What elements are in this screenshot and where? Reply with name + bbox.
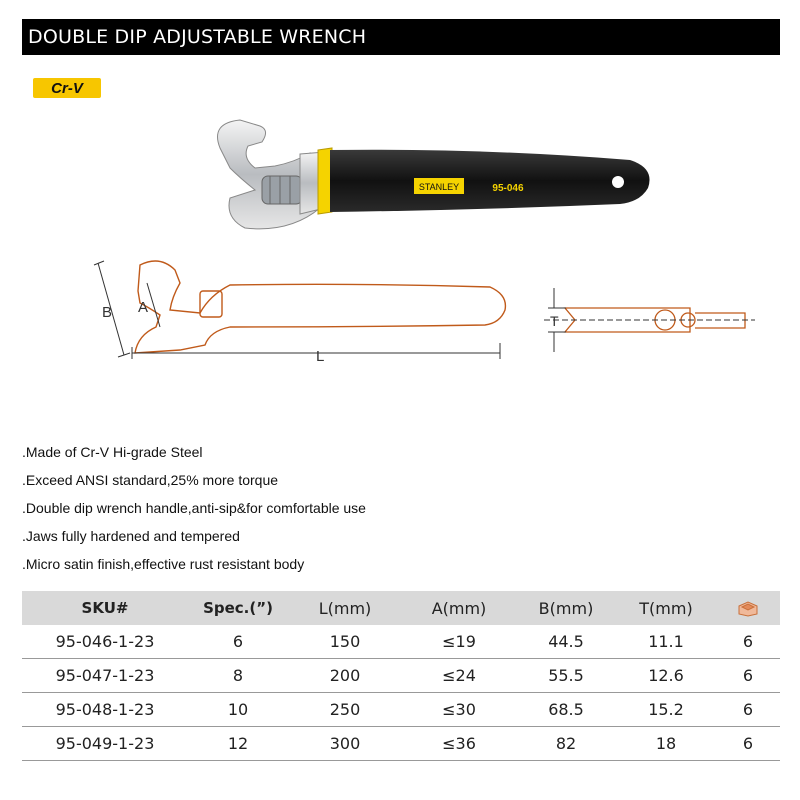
cell-qty: 6: [716, 625, 780, 659]
table-row: [22, 625, 780, 659]
feature-item: .Made of Cr-V Hi-grade Steel: [22, 444, 203, 460]
model-label: 95-046: [492, 183, 524, 194]
cell-sku: 95-046-1-23: [22, 625, 188, 659]
cell-l: 250: [288, 693, 402, 727]
wrench-outline: [135, 261, 505, 353]
table-row: [22, 727, 780, 761]
cell-l: 150: [288, 625, 402, 659]
cell-t: 15.2: [616, 693, 716, 727]
dim-label-b: B: [102, 304, 113, 321]
cell-a: ≤36: [402, 727, 516, 761]
col-header-sku: SKU#: [22, 591, 188, 625]
page-title: [22, 19, 780, 55]
cell-l: 200: [288, 659, 402, 693]
cell-qty: 6: [716, 693, 780, 727]
dim-label-t: T: [550, 313, 559, 329]
cell-spec: 6: [188, 625, 288, 659]
col-header-t: T(mm): [616, 591, 716, 625]
yellow-collar: [318, 148, 332, 214]
dim-label-a: A: [138, 299, 149, 316]
cell-t: 18: [616, 727, 716, 761]
cell-a: ≤30: [402, 693, 516, 727]
feature-item: .Micro satin finish,effective rust resistant body: [22, 556, 305, 572]
col-header-b: B(mm): [516, 591, 616, 625]
table-row: [22, 693, 780, 727]
feature-item: .Double dip wrench handle,anti-sip&for comfortable use: [22, 500, 366, 516]
material-badge: [33, 78, 101, 98]
cell-qty: 6: [716, 727, 780, 761]
cell-spec: 12: [188, 727, 288, 761]
cell-l: 300: [288, 727, 402, 761]
cell-b: 44.5: [516, 625, 616, 659]
cell-b: 55.5: [516, 659, 616, 693]
front-diagram: [80, 255, 520, 380]
feature-item: .Exceed ANSI standard,25% more torque: [22, 472, 279, 488]
feature-item: .Jaws fully hardened and tempered: [22, 528, 240, 544]
table-row: [22, 659, 780, 693]
cell-sku: 95-047-1-23: [22, 659, 188, 693]
cell-sku: 95-049-1-23: [22, 727, 188, 761]
cell-qty: 6: [716, 659, 780, 693]
cell-spec: 10: [188, 693, 288, 727]
col-header-a: A(mm): [402, 591, 516, 625]
page-title-text: DOUBLE DIP ADJUSTABLE WRENCH: [28, 26, 367, 48]
cell-sku: 95-048-1-23: [22, 693, 188, 727]
col-header-qty: [716, 591, 780, 625]
cell-a: ≤19: [402, 625, 516, 659]
cell-spec: 8: [188, 659, 288, 693]
cell-b: 82: [516, 727, 616, 761]
worm-gear: [262, 176, 302, 204]
col-header-spec: Spec.(”): [188, 591, 288, 625]
cell-t: 12.6: [616, 659, 716, 693]
material-badge-label: Cr-V: [51, 79, 83, 97]
col-header-l: L(mm): [288, 591, 402, 625]
side-diagram: [540, 280, 760, 360]
brand-label: STANLEY: [418, 182, 460, 192]
cell-b: 68.5: [516, 693, 616, 727]
cell-a: ≤24: [402, 659, 516, 693]
rubber-grip: [330, 150, 650, 212]
feature-list: [22, 438, 366, 578]
box-icon: [737, 601, 759, 617]
dim-label-l: L: [316, 348, 325, 365]
wrench-photo: [200, 118, 660, 248]
hang-hole: [612, 176, 624, 188]
spec-table: [22, 591, 780, 761]
table-header-row: [22, 591, 780, 625]
cell-t: 11.1: [616, 625, 716, 659]
